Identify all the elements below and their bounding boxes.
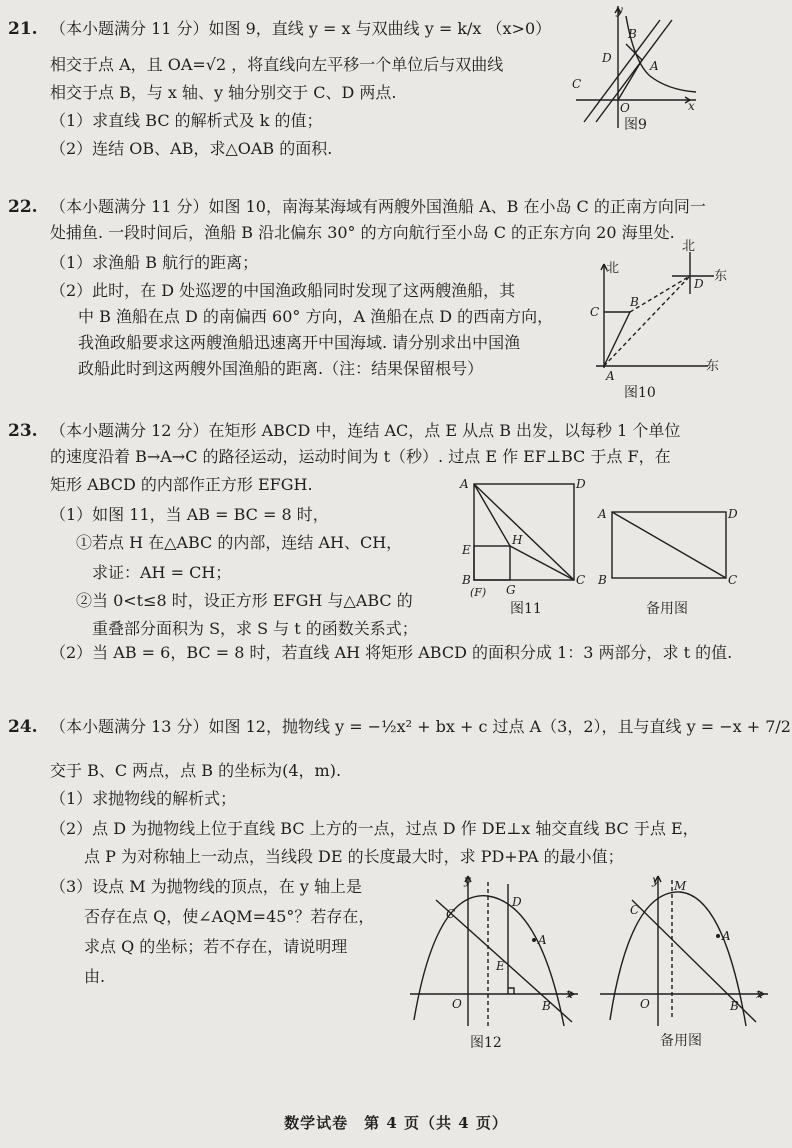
q24-line-3: （1）求抛物线的解析式； bbox=[50, 789, 237, 808]
fig11-label-h: H bbox=[512, 533, 523, 547]
figure-10 bbox=[586, 232, 736, 383]
q21-line-2: 相交于点 A，且 OA=√2 ，将直线向左平移一个单位后与双曲线 bbox=[50, 55, 504, 74]
fig10-label-c: C bbox=[590, 305, 600, 319]
fig12-label-c: C bbox=[446, 907, 456, 921]
fig10-label-north-a: 北 bbox=[606, 261, 620, 276]
q23-line-1: （本小题满分 12 分）在矩形 ABCD 中，连结 AC，点 E 从点 B 出发，以每秒 1 个单位 bbox=[50, 421, 681, 440]
q21-line-4: （1）求直线 BC 的解析式及 k 的值； bbox=[50, 111, 323, 130]
fig10-label-d: D bbox=[694, 277, 704, 291]
fig10-label-east-a: 东 bbox=[706, 359, 720, 374]
q21-line-5: （2）连结 OB、AB，求△OAB 的面积. bbox=[50, 139, 333, 158]
fig11b-label-b: B bbox=[598, 573, 607, 587]
q23-line-2: 的速度沿着 B→A→C 的路径运动，运动时间为 t（秒）. 过点 E 作 EF⊥BC 于点 F，在 bbox=[50, 447, 671, 466]
fig11-label-f: (F) bbox=[470, 586, 487, 599]
q24-number: 24. bbox=[8, 717, 38, 737]
figure-12-backup bbox=[596, 870, 776, 1030]
fig12-label-y: y bbox=[464, 873, 471, 887]
q24-line-5: 点 P 为对称轴上一动点，当线段 DE 的长度最大时，求 PD+PA 的最小值； bbox=[84, 847, 624, 866]
fig11b-label-a: A bbox=[598, 507, 607, 521]
q24-line-1: （本小题满分 13 分）如图 12，抛物线 y = −½x² + bx + c 过点 A（3，2），且与直线 y = −x + 7/2 bbox=[50, 717, 791, 736]
q23-line-6: 求证：AH = CH； bbox=[92, 563, 232, 582]
fig11-label-c: C bbox=[576, 573, 586, 587]
fig10-label-east-d: 东 bbox=[714, 269, 728, 284]
fig12b-label-o: O bbox=[640, 997, 650, 1011]
q22-line-4: （2）此时，在 D 处巡逻的中国渔政船同时发现了这两艘渔船，其 bbox=[50, 281, 516, 300]
fig12-label-b: B bbox=[542, 999, 551, 1013]
q24-line-8: 求点 Q 的坐标；若不存在，请说明理 bbox=[84, 937, 348, 956]
q24-line-2: 交于 B、C 两点，点 B 的坐标为(4，m). bbox=[50, 761, 342, 780]
fig11-label-e: E bbox=[462, 543, 471, 557]
figure-12 bbox=[406, 870, 586, 1030]
fig9-label-b: B bbox=[628, 27, 637, 41]
q23-line-9: （2）当 AB = 6，BC = 8 时，若直线 AH 将矩形 ABCD 的面积分成 1：3 两部分，求 t 的值. bbox=[50, 643, 733, 662]
q22-line-2: 处捕鱼. 一段时间后，渔船 B 沿北偏东 30° 的方向航行至小岛 C 的正东方向 20 海里处. bbox=[50, 223, 675, 242]
page-footer: 数学试卷 第 4 页（共 4 页） bbox=[284, 1114, 508, 1132]
fig9-label-x: x bbox=[688, 99, 695, 113]
q22-number: 22. bbox=[8, 197, 38, 217]
q21-line-3: 相交于点 B，与 x 轴、y 轴分别交于 C、D 两点. bbox=[50, 83, 397, 102]
fig11-caption: 图11 bbox=[510, 601, 542, 617]
fig11b-label-d: D bbox=[728, 507, 738, 521]
fig12-label-o: O bbox=[452, 997, 462, 1011]
fig12b-label-c: C bbox=[630, 903, 640, 917]
q23-line-8: 重叠部分面积为 S，求 S 与 t 的函数关系式； bbox=[92, 619, 418, 638]
fig10-label-north-d: 北 bbox=[682, 239, 696, 254]
fig9-label-a: A bbox=[650, 59, 659, 73]
q21-line-1: （本小题满分 11 分）如图 9，直线 y = x 与双曲线 y = k/x （x>0） bbox=[50, 19, 552, 38]
fig11-backup-caption: 备用图 bbox=[646, 601, 688, 617]
fig11b-label-c: C bbox=[728, 573, 738, 587]
fig12-caption: 图12 bbox=[470, 1035, 502, 1051]
fig12-label-x: x bbox=[566, 987, 573, 1001]
fig9-label-c: C bbox=[572, 77, 582, 91]
fig12b-label-x: x bbox=[756, 987, 763, 1001]
fig9-label-o: O bbox=[620, 101, 630, 115]
fig12-label-a: A bbox=[538, 933, 547, 947]
q22-line-1: （本小题满分 11 分）如图 10，南海某海域有两艘外国渔船 A、B 在小岛 C 的正南方向同一 bbox=[50, 197, 706, 216]
fig9-label-d: D bbox=[602, 51, 612, 65]
q24-line-4: （2）点 D 为抛物线上位于直线 BC 上方的一点，过点 D 作 DE⊥x 轴交直线 BC 于点 E， bbox=[50, 819, 699, 838]
fig12b-label-m: M bbox=[674, 879, 687, 893]
figure-11-backup bbox=[596, 500, 746, 590]
q23-number: 23. bbox=[8, 421, 38, 441]
q21-number: 21. bbox=[8, 19, 38, 39]
fig9-label-y: y bbox=[616, 3, 623, 17]
fig11-label-d: D bbox=[576, 477, 586, 491]
q24-line-7: 否存在点 Q，使∠AQM=45°？若存在， bbox=[84, 907, 375, 926]
q22-line-6: 我渔政船要求这两艘渔船迅速离开中国海域. 请分别求出中国渔 bbox=[78, 333, 521, 352]
q22-line-3: （1）求渔船 B 航行的距离； bbox=[50, 253, 259, 272]
fig10-label-a: A bbox=[606, 369, 615, 383]
fig12b-label-a: A bbox=[722, 929, 731, 943]
q23-line-5: ①若点 H 在△ABC 的内部，连结 AH、CH， bbox=[76, 533, 403, 552]
q24-line-9: 由. bbox=[84, 967, 106, 986]
fig11-label-a: A bbox=[460, 477, 469, 491]
fig12-backup-caption: 备用图 bbox=[660, 1033, 702, 1049]
q23-line-3: 矩形 ABCD 的内部作正方形 EFGH. bbox=[50, 475, 313, 494]
fig9-caption: 图9 bbox=[624, 117, 647, 133]
fig12-label-e: E bbox=[496, 959, 505, 973]
figure-11 bbox=[458, 472, 590, 598]
fig12-label-d: D bbox=[512, 895, 522, 909]
fig11-label-b: B bbox=[462, 573, 471, 587]
q22-line-5: 中 B 渔船在点 D 的南偏西 60° 方向，A 渔船在点 D 的西南方向， bbox=[78, 307, 554, 326]
q22-line-7: 政船此时到这两艘外国渔船的距离.（注：结果保留根号） bbox=[78, 359, 484, 378]
q24-line-6: （3）设点 M 为抛物线的顶点，在 y 轴上是 bbox=[50, 877, 362, 896]
fig12b-label-b: B bbox=[730, 999, 739, 1013]
fig12b-label-y: y bbox=[652, 873, 659, 887]
q23-line-7: ②当 0<t≤8 时，设正方形 EFGH 与△ABC 的 bbox=[76, 591, 413, 610]
q23-line-4: （1）如图 11，当 AB = BC = 8 时， bbox=[50, 505, 329, 524]
fig10-label-b: B bbox=[630, 295, 639, 309]
fig11-label-g: G bbox=[506, 583, 516, 597]
fig10-caption: 图10 bbox=[624, 385, 656, 401]
